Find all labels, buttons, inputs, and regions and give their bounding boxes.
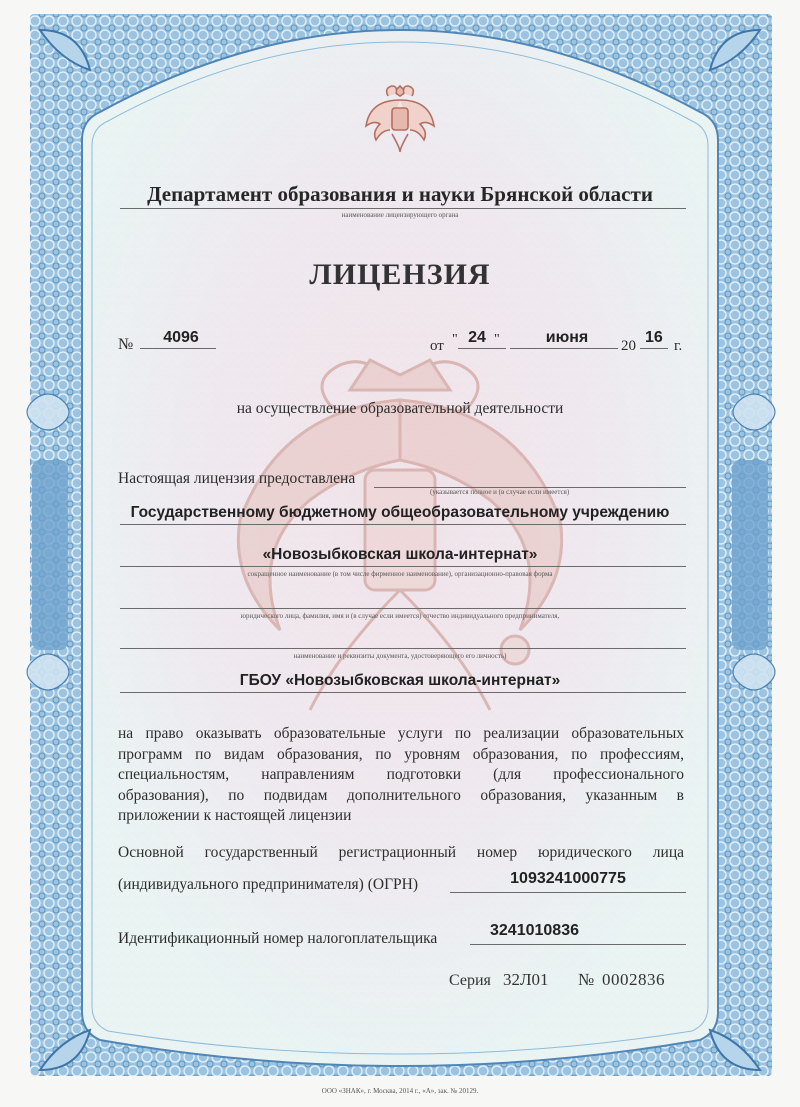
rights-line-4: образования), по подвидам дополнительного образования, указанным в — [118, 786, 684, 804]
org-line2-underline — [120, 566, 686, 567]
date-quote-close: " — [494, 332, 500, 347]
date-quote-open: " — [452, 332, 458, 347]
printer-footer: ООО «ЗНАК», г. Москва, 2014 г., «А», зак. № 20129. — [321, 1087, 479, 1095]
license-number-underline — [140, 348, 216, 349]
licensing-authority: Департамент образования и науки Брянской области — [147, 182, 653, 206]
date-month: июня — [545, 329, 589, 346]
ogrn-value: 1093241000775 — [510, 870, 626, 887]
rights-line-5: приложении к настоящей лицензии — [118, 807, 352, 824]
license-number-prefix: № — [118, 336, 134, 353]
org-full-name-line2: «Новозыбковская школа-интернат» — [262, 546, 538, 563]
ogrn-label — [118, 843, 684, 864]
activity-text: на осуществление образовательной деятельности — [236, 400, 564, 417]
caption-full-name: (указывается полное и (в случае если имеется) — [430, 488, 570, 496]
org-full-name-line1: Государственному бюджетному общеобразовательному учреждению — [130, 504, 670, 521]
date-month-underline — [510, 348, 618, 349]
date-day-underline — [458, 348, 506, 349]
ogrn-underline — [450, 892, 686, 893]
org-short-name-underline — [120, 692, 686, 693]
org-line4-underline — [120, 648, 686, 649]
series-value: 32Л01 — [503, 970, 549, 989]
date-day: 24 — [468, 329, 486, 346]
authority-caption: наименование лицензирующего органа — [341, 211, 459, 219]
authority-underline — [120, 208, 686, 209]
caption-identity-doc: наименование и реквизиты документа, удостоверяющего его личность) — [293, 652, 507, 660]
granted-label: Настоящая лицензия предоставлена — [118, 470, 356, 487]
rights-line-2: программ по видам образования, по уровням образования, по профессиям, — [118, 745, 684, 763]
caption-legal-entity: юридического лица, фамилия, имя и (в случае если имеется) отчество индивидуального предпринимателя, — [240, 612, 560, 620]
license-number: 4096 — [163, 329, 199, 346]
rights-paragraph — [118, 724, 684, 827]
inn-underline — [470, 944, 686, 945]
series-number-prefix: № — [578, 970, 595, 989]
series-label: Серия — [449, 972, 491, 989]
inn-label: Идентификационный номер налогоплательщика — [118, 930, 438, 947]
org-line1-underline — [120, 524, 686, 525]
date-from-label: от — [430, 338, 444, 354]
ogrn-label-line2: (индивидуального предпринимателя) (ОГРН) — [118, 876, 419, 893]
date-year-suffix: 16 — [645, 329, 663, 346]
russian-coat-of-arms-icon — [362, 78, 438, 156]
org-line3-underline — [120, 608, 686, 609]
date-year-prefix: 20 — [621, 338, 636, 354]
date-year-abbr: г. — [674, 338, 683, 354]
rights-line-1: на право оказывать образовательные услуги по реализации образовательных — [118, 725, 684, 742]
ogrn-label-line1: Основной государственный регистрационный номер юридического лица — [118, 844, 684, 861]
date-year-underline — [640, 348, 668, 349]
inn-value: 3241010836 — [490, 922, 579, 939]
caption-short-name: сокращенное наименование (в том числе фирменное наименование), организационно-правовая форма — [247, 570, 553, 578]
series-number: 0002836 — [602, 970, 665, 989]
org-short-name: ГБОУ «Новозыбковская школа-интернат» — [239, 672, 561, 689]
rights-line-3: специальностям, направлениям подготовки (для профессионального — [118, 766, 684, 783]
page-title: ЛИЦЕНЗИЯ — [309, 258, 491, 291]
